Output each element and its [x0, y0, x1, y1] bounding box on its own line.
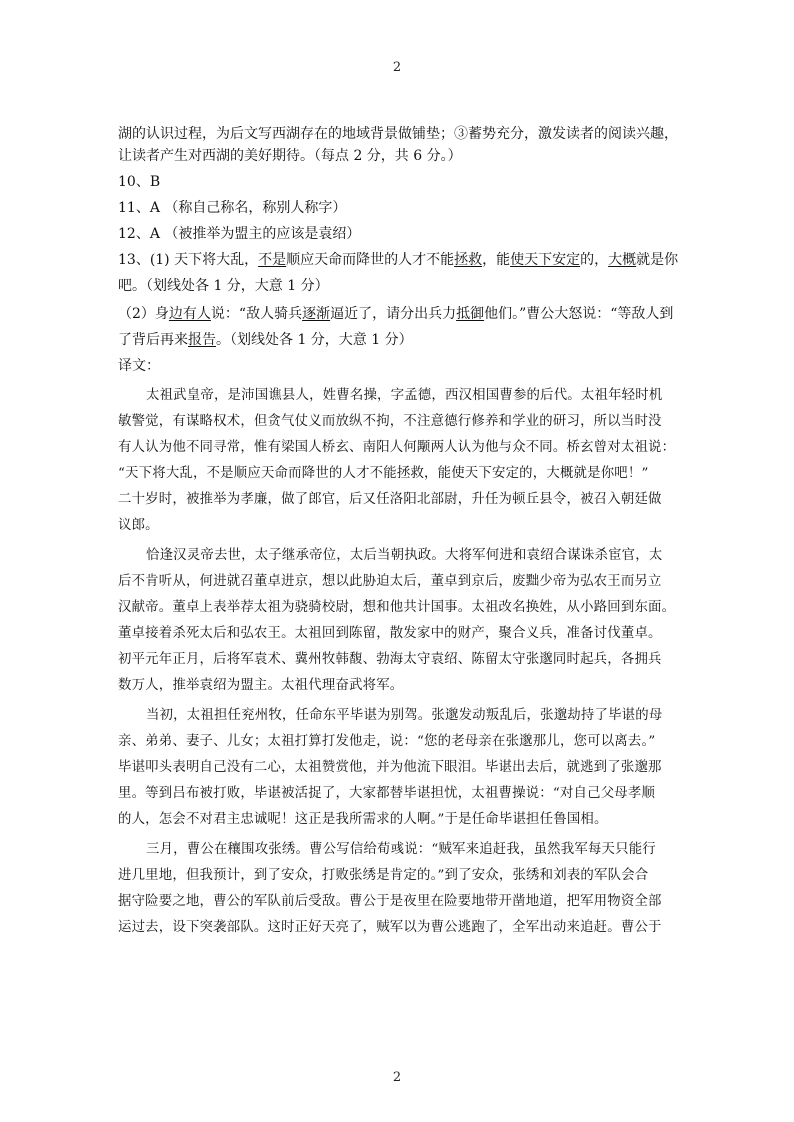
page-number-bottom: 2	[392, 1070, 402, 1085]
answer-13-1-line-1: 13、(1) 天下将大乱，不是顺应天命而降世的人才不能拯救，能使天下安定的，大概就是你	[118, 252, 679, 268]
answer-10: 10、B	[118, 174, 161, 190]
translation-line: 二十岁时，被推举为孝廉，做了郎官，后又任洛阳北部尉，升任为顿丘县令，被召入朝廷做	[118, 492, 662, 507]
underlined-term: 边有人	[168, 306, 211, 322]
translation-line: 据守险要之地，曹公的军队前后受敌。曹公于是夜里在险要地带开凿地道，把军用物资全部	[118, 894, 662, 909]
underlined-term: 拯救	[454, 252, 483, 268]
underlined-term: 逐渐	[302, 306, 331, 322]
translation-line: 董卓接着杀死太后和弘农王。太祖回到陈留，散发家中的财产，聚合义兵，准备讨伐董卓。	[118, 626, 662, 641]
translation-line: 太祖武皇帝，是沛国谯县人，姓曹名操，字孟德，西汉相国曹参的后代。太祖年轻时机	[146, 388, 663, 403]
translation-line: 亲、弟弟、妻子、儿女；太祖打算打发他走，说：“您的老母亲在张邈那儿，您可以离去。”	[118, 734, 656, 749]
underlined-term: 报告	[188, 332, 216, 348]
translation-line: 的人，怎会不对君主忠诚呢！这正是我所需求的人啊。”于是任命毕谌担任鲁国相。	[118, 812, 608, 827]
translation-line: 进几里地，但我预计，到了安众，打败张绣是肯定的。”到了安众，张绣和刘表的军队会合	[118, 868, 649, 883]
answer-13-2-line-1: （2）身边有人说：“敌人骑兵逐渐逼近了，请分出兵力抵御他们。”曹公大怒说：“等敌人到	[118, 306, 674, 322]
translation-line: 有人认为他不同寻常，惟有梁国人桥玄、南阳人何颙两人认为他与众不同。桥玄曾对太祖说：	[118, 440, 676, 455]
underlined-term: 大概	[608, 252, 637, 268]
answer-12: 12、A （被推举为盟主的应该是袁绍）	[118, 226, 361, 242]
translation-line: 数万人，推举袁绍为盟主。太祖代理奋武将军。	[118, 678, 404, 693]
intro-line: 湖的认识过程，为后文写西湖存在的地域背景做铺垫；③蓄势充分，激发读者的阅读兴趣，	[118, 126, 678, 142]
translation-line: 敏警觉，有谋略权术，但贪气仗义而放纵不拘，不注意德行修养和学业的研习，所以当时没	[118, 414, 662, 429]
translation-line: 汉献帝。董卓上表举荐太祖为骁骑校尉，想和他共计国事。太祖改名换姓，从小路回到东面。	[118, 600, 676, 615]
translation-line: 里。等到吕布被打败，毕谌被活捉了，大家都替毕谌担忧，太祖曹操说：“对自己父母孝顺	[118, 786, 656, 801]
underlined-term: 不是	[258, 252, 287, 268]
answer-13-2-line-2: 了背后再来报告。（划线处各 1 分，大意 1 分）	[118, 332, 413, 348]
answer-13-1-line-2: 吧。（划线处各 1 分，大意 1 分）	[118, 278, 329, 294]
underlined-term: 使天下安定	[510, 252, 581, 268]
answer-11: 11、A （称自己称名，称别人称字）	[118, 200, 347, 216]
translation-label: 译文：	[118, 358, 160, 374]
translation-line: “天下将大乱，不是顺应天命而降世的人才不能拯救，能使天下安定的，大概就是你吧！”	[118, 466, 649, 481]
translation-line: 后不肯听从，何进就召董卓进京，想以此胁迫太后，董卓到京后，废黜少帝为弘农王而另立	[118, 574, 662, 589]
translation-line: 初平元年正月，后将军袁术、冀州牧韩馥、勃海太守袁绍、陈留太守张邈同时起兵，各拥兵	[118, 652, 662, 667]
page-number-top: 2	[392, 60, 402, 75]
translation-line: 三月，曹公在穰围攻张绣。曹公写信给荀彧说：“贼军来追赶我，虽然我军每天只能行	[146, 842, 656, 857]
translation-line: 议郎。	[118, 518, 159, 533]
translation-line: 毕谌叩头表明自己没有二心，太祖赞赏他，并为他流下眼泪。毕谌出去后，就逃到了张邈那	[118, 760, 662, 775]
translation-line: 当初，太祖担任兖州牧，任命东平毕谌为别驾。张邈发动叛乱后，张邈劫持了毕谌的母	[146, 708, 663, 723]
translation-line: 运过去，设下突袭部队。这时正好天亮了，贼军以为曹公逃跑了，全军出动来追赶。曹公于	[118, 920, 662, 935]
translation-line: 恰逢汉灵帝去世，太子继承帝位，太后当朝执政。大将军何进和袁绍合谋诛杀宦官，太	[146, 548, 663, 563]
underlined-term: 抵御	[456, 306, 485, 322]
intro-line: 让读者产生对西湖的美好期待。（每点 2 分，共 6 分。）	[118, 148, 462, 164]
